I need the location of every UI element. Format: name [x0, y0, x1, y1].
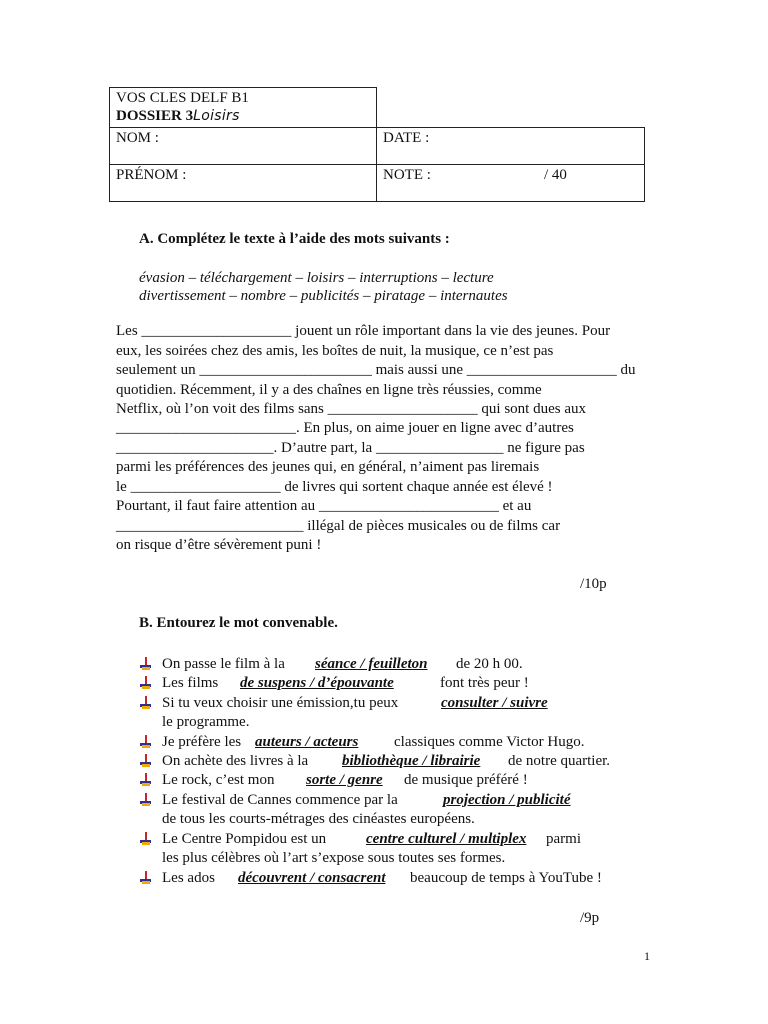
answer-options[interactable]: découvrent / consacrent [238, 870, 386, 886]
wordbank-line: divertissement – nombre – publicités – piratage – internautes [139, 288, 508, 304]
item-text: de notre quartier. [508, 753, 611, 769]
wordbank-line: évasion – téléchargement – loisirs – interruptions – lecture [139, 270, 494, 286]
section-b-title: B. Entourez le mot convenable. [139, 615, 338, 631]
answer-options[interactable]: sorte / genre [306, 772, 383, 788]
paragraph-line: quotidien. Récemment, il y a des chaînes en ligne très réussies, comme [116, 382, 542, 398]
item-text: beaucoup de temps à YouTube ! [410, 870, 602, 886]
header-course-title: VOS CLES DELF B1 [116, 90, 249, 106]
paragraph-line: eux, les soirées chez des amis, les boîtes de nuit, la musique, ce n’est pas [116, 343, 554, 359]
bullet-icon [139, 676, 153, 690]
paragraph-line: seulement un _______________________ mais aussi une ____________________ du [116, 362, 636, 378]
paragraph-line: on risque d’être sévèrement puni ! [116, 537, 322, 553]
item-text: Si tu veux choisir une émission,tu peux [162, 695, 399, 711]
answer-options[interactable]: bibliothèque / librairie [342, 753, 481, 769]
bullet-icon [139, 735, 153, 749]
item-text: Le festival de Cannes commence par la [162, 792, 398, 808]
bullet-icon [139, 696, 153, 710]
paragraph-line: Netflix, où l’on voit des films sans ____________________ qui sont dues aux [116, 401, 586, 417]
item-text-continued: de tous les courts-métrages des cinéastes européens. [162, 811, 475, 827]
note-total: / 40 [544, 167, 567, 183]
bullet-icon [139, 754, 153, 768]
name-label: NOM : [116, 130, 159, 146]
answer-options[interactable]: séance / feuilleton [315, 656, 428, 672]
paragraph-line: parmi les préférences des jeunes qui, en général, n’aiment pas liremais [116, 459, 540, 475]
paragraph-line: ________________________. En plus, on aime jouer en ligne avec d’autres [116, 420, 574, 436]
prenom-label: PRÉNOM : [116, 167, 187, 183]
date-label: DATE : [383, 130, 430, 146]
paragraph-line: le ____________________ de livres qui sortent chaque année est élevé ! [116, 479, 553, 495]
section-b-score: /9p [580, 910, 600, 926]
paragraph-line: Pourtant, il faut faire attention au ________________________ et au [116, 498, 532, 514]
answer-options[interactable]: centre culturel / multiplex [366, 831, 527, 847]
paragraph-line: Les ____________________ jouent un rôle important dans la vie des jeunes. Pour [116, 323, 611, 339]
item-text: Le rock, c’est mon [162, 772, 275, 788]
bullet-icon [139, 793, 153, 807]
bullet-icon [139, 773, 153, 787]
bullet-icon [139, 871, 153, 885]
page-number: 1 [644, 949, 650, 963]
dossier-subtitle: Loisirs [193, 108, 240, 124]
item-text: On achète des livres à la [162, 753, 309, 769]
paragraph-line: _________________________ illégal de pièces musicales ou de films car [116, 518, 561, 534]
note-label: NOTE : [383, 167, 431, 183]
item-text: On passe le film à la [162, 656, 285, 672]
item-text: de musique préféré ! [404, 772, 528, 788]
item-text: de 20 h 00. [456, 656, 523, 672]
section-a-score: /10p [580, 576, 607, 592]
answer-options[interactable]: projection / publicité [443, 792, 571, 808]
answer-options[interactable]: consulter / suivre [441, 695, 548, 711]
item-text: Le Centre Pompidou est un [162, 831, 327, 847]
item-text: parmi [546, 831, 581, 847]
section-a-title: A. Complétez le texte à l’aide des mots suivants : [139, 231, 450, 247]
item-text-continued: les plus célèbres où l’art s’expose sous toutes ses formes. [162, 850, 506, 866]
dossier-label: DOSSIER 3 [116, 108, 194, 124]
bullet-icon [139, 657, 153, 671]
bullet-icon [139, 832, 153, 846]
item-text: Je préfère les [162, 734, 242, 750]
item-text: Les ados [162, 870, 215, 886]
answer-options[interactable]: auteurs / acteurs [255, 734, 359, 750]
item-text: classiques comme Victor Hugo. [394, 734, 585, 750]
item-text: Les films [162, 675, 219, 691]
item-text-continued: le programme. [162, 714, 250, 730]
answer-options[interactable]: de suspens / d’épouvante [240, 675, 394, 691]
item-text: font très peur ! [440, 675, 529, 691]
header-dossier [116, 107, 240, 125]
paragraph-line: _____________________. D’autre part, la _________________ ne figure pas [116, 440, 585, 456]
